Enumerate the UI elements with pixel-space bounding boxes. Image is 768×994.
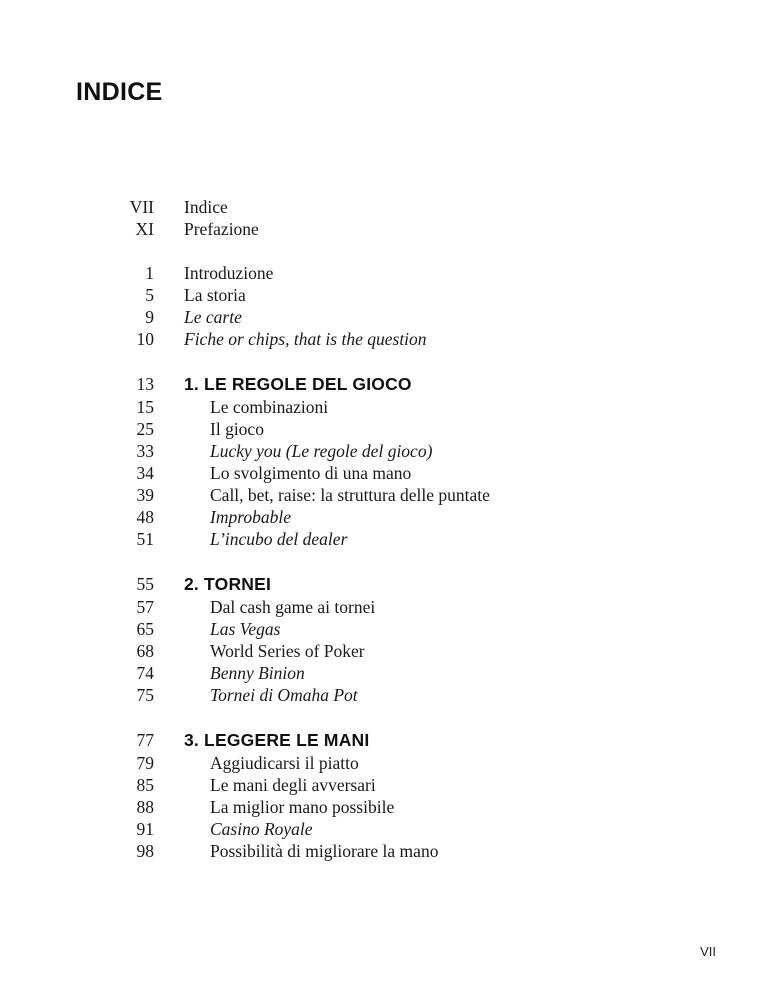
toc-entry[interactable] — [0, 262, 768, 284]
toc-entry[interactable] — [0, 752, 768, 774]
table-of-contents — [0, 196, 768, 884]
toc-page-number: 5 — [145, 285, 154, 305]
toc-entry-title: Le mani degli avversari — [210, 775, 376, 795]
toc-entry-title: Tornei di Omaha Pot — [210, 685, 358, 705]
toc-page-number: VII — [129, 197, 154, 217]
toc-chapter-heading[interactable] — [0, 572, 768, 596]
toc-entry-title: Casino Royale — [210, 819, 313, 839]
toc-entry[interactable] — [0, 196, 768, 218]
toc-entry[interactable] — [0, 618, 768, 640]
toc-entry[interactable] — [0, 328, 768, 350]
toc-group — [0, 262, 768, 350]
page-title: INDICE — [76, 78, 163, 106]
toc-entry-title: Le carte — [184, 307, 242, 327]
toc-entry-title: Le combinazioni — [210, 397, 329, 417]
toc-page-number: 65 — [136, 619, 154, 639]
toc-page-number: 88 — [136, 797, 154, 817]
toc-entry[interactable] — [0, 596, 768, 618]
toc-page-number: 25 — [136, 419, 154, 439]
toc-entry[interactable] — [0, 484, 768, 506]
toc-entry[interactable] — [0, 840, 768, 862]
toc-page-number: 51 — [136, 529, 154, 549]
toc-page-number: 48 — [136, 507, 154, 527]
toc-page-number: 1 — [145, 263, 154, 283]
toc-entry[interactable] — [0, 640, 768, 662]
toc-entry-title: La storia — [184, 285, 246, 305]
toc-page-number: 10 — [136, 329, 154, 349]
toc-entry[interactable] — [0, 662, 768, 684]
toc-entry-title: Las Vegas — [210, 619, 281, 639]
toc-page-number: 15 — [136, 397, 154, 417]
toc-entry[interactable] — [0, 284, 768, 306]
toc-entry[interactable] — [0, 818, 768, 840]
toc-entry-title: La miglior mano possibile — [210, 797, 395, 817]
toc-entry-title: Dal cash game ai tornei — [210, 597, 376, 617]
toc-entry-title: Fiche or chips, that is the question — [184, 329, 427, 349]
toc-page-number: XI — [135, 219, 154, 239]
toc-entry[interactable] — [0, 418, 768, 440]
toc-entry-title: Lucky you (Le regole del gioco) — [210, 441, 433, 461]
toc-group — [0, 196, 768, 240]
toc-page-number: 98 — [136, 841, 154, 861]
toc-entry-title: Il gioco — [210, 419, 264, 439]
toc-group — [0, 728, 768, 862]
toc-chapter-heading[interactable] — [0, 372, 768, 396]
toc-entry-title: World Series of Poker — [210, 641, 365, 661]
toc-entry[interactable] — [0, 774, 768, 796]
page-folio: VII — [700, 944, 716, 959]
toc-entry-title: Lo svolgimento di una mano — [210, 463, 412, 483]
toc-page-number: 33 — [136, 441, 154, 461]
toc-entry[interactable] — [0, 462, 768, 484]
toc-entry[interactable] — [0, 796, 768, 818]
toc-chapter-title: 3. LEGGERE LE MANI — [184, 730, 370, 750]
toc-page-number: 79 — [136, 753, 154, 773]
toc-chapter-heading[interactable] — [0, 728, 768, 752]
toc-page-number: 39 — [136, 485, 154, 505]
toc-entry-title: Indice — [184, 197, 228, 217]
toc-entry-title: L’incubo del dealer — [210, 529, 348, 549]
toc-group — [0, 572, 768, 706]
toc-page-number: 57 — [136, 597, 154, 617]
toc-page-number: 34 — [136, 463, 154, 483]
toc-page-number: 74 — [136, 663, 154, 683]
toc-page-number: 13 — [136, 374, 154, 394]
toc-entry[interactable] — [0, 528, 768, 550]
toc-chapter-title: 1. LE REGOLE DEL GIOCO — [184, 374, 412, 394]
toc-entry[interactable] — [0, 506, 768, 528]
toc-entry[interactable] — [0, 684, 768, 706]
toc-entry[interactable] — [0, 306, 768, 328]
toc-page-number: 68 — [136, 641, 154, 661]
toc-entry-title: Call, bet, raise: la struttura delle puntate — [210, 485, 490, 505]
toc-page-number: 75 — [136, 685, 154, 705]
toc-page-number: 77 — [136, 730, 154, 750]
toc-page-number: 9 — [145, 307, 154, 327]
toc-page-number: 91 — [136, 819, 154, 839]
toc-page-number: 85 — [136, 775, 154, 795]
toc-entry[interactable] — [0, 396, 768, 418]
toc-entry[interactable] — [0, 440, 768, 462]
toc-entry[interactable] — [0, 218, 768, 240]
toc-chapter-title: 2. TORNEI — [184, 574, 272, 594]
toc-entry-title: Improbable — [210, 507, 292, 527]
toc-entry-title: Aggiudicarsi il piatto — [210, 753, 359, 773]
toc-page-number: 55 — [136, 574, 154, 594]
toc-group — [0, 372, 768, 550]
toc-entry-title: Prefazione — [184, 219, 259, 239]
toc-entry-title: Benny Binion — [210, 663, 305, 683]
toc-entry-title: Introduzione — [184, 263, 274, 283]
toc-entry-title: Possibilità di migliorare la mano — [210, 841, 439, 861]
